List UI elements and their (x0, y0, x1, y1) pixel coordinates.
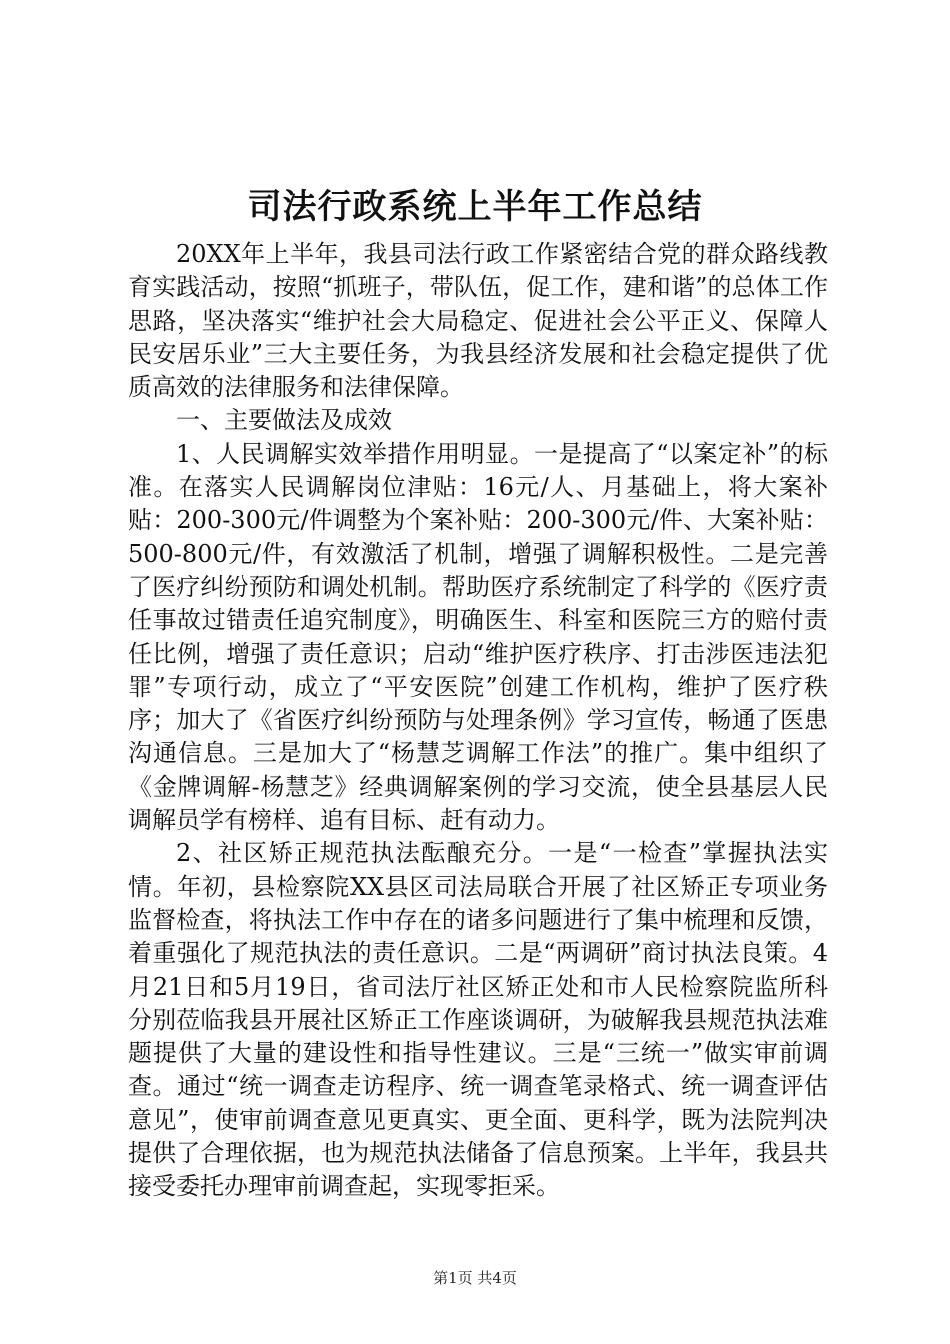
document-body (128, 238, 828, 1204)
paragraph-community-correction: 2、社区矫正规范执法酝酿充分。一是“一检查”掌握执法实情。年初，县检察院XX县区司法局联合开展了社区矫正专项业务监督检查，将执法工作中存在的诸多问题进行了集中梳理和反馈，着重强化了规范执法的责任意识。二是“两调研”商讨执法良策。4月21日和5月19日，省司法厅社区矫正处和市人民检察院监所科分别莅临我县开展社区矫正工作座谈调研，为破解我县规范执法难题提供了大量的建设性和指导性建议。三是“三统一”做实审前调查。通过“统一调查走访程序、统一调查笔录格式、统一调查评估意见”，使审前调查意见更真实、更全面、更科学，既为法院判决提供了合理依据，也为规范执法储备了信息预案。上半年，我县共接受委托办理审前调查起，实现零拒采。 (128, 839, 828, 1201)
document-title: 司法行政系统上半年工作总结 (247, 187, 703, 227)
paragraph-mediation: 1、人民调解实效举措作用明显。一是提高了“以案定补”的标准。在落实人民调解岗位津贴：16元/人、月基础上，将大案补贴：200-300元/件调整为个案补贴：200-300元/件、大案补贴：500-800元/件，有效激活了机制，增强了调解积极性。二是完善了医疗纠纷预防和调处机制。帮助医疗系统制定了科学的《医疗责任事故过错责任追究制度》，明确医生、科室和医院三方的赔付责任比例，增强了责任意识；启动“维护医疗秩序、打击涉医违法犯罪”专项行动，成立了“平安医院”创建工作机构，维护了医疗秩序；加大了《省医疗纠纷预防与处理条例》学习宣传，畅通了医患沟通信息。三是加大了“杨慧芝调解工作法”的推广。集中组织了《金牌调解-杨慧芝》经典调解案例的学习交流，使全县基层人民调解员学有榜样、追有目标、赶有动力。 (128, 439, 828, 835)
paragraph-intro: 20XX年上半年，我县司法行政工作紧密结合党的群众路线教育实践活动，按照“抓班子，带队伍，促工作，建和谐”的总体工作思路，坚决落实“维护社会大局稳定、促进社会公平正义、保障人民安居乐业”三大主要任务，为我县经济发展和社会稳定提供了优质高效的法律服务和法律保障。 (128, 240, 828, 402)
section-heading: 一、主要做法及成效 (176, 406, 392, 435)
page-number: 第1页 共4页 (433, 1269, 517, 1287)
